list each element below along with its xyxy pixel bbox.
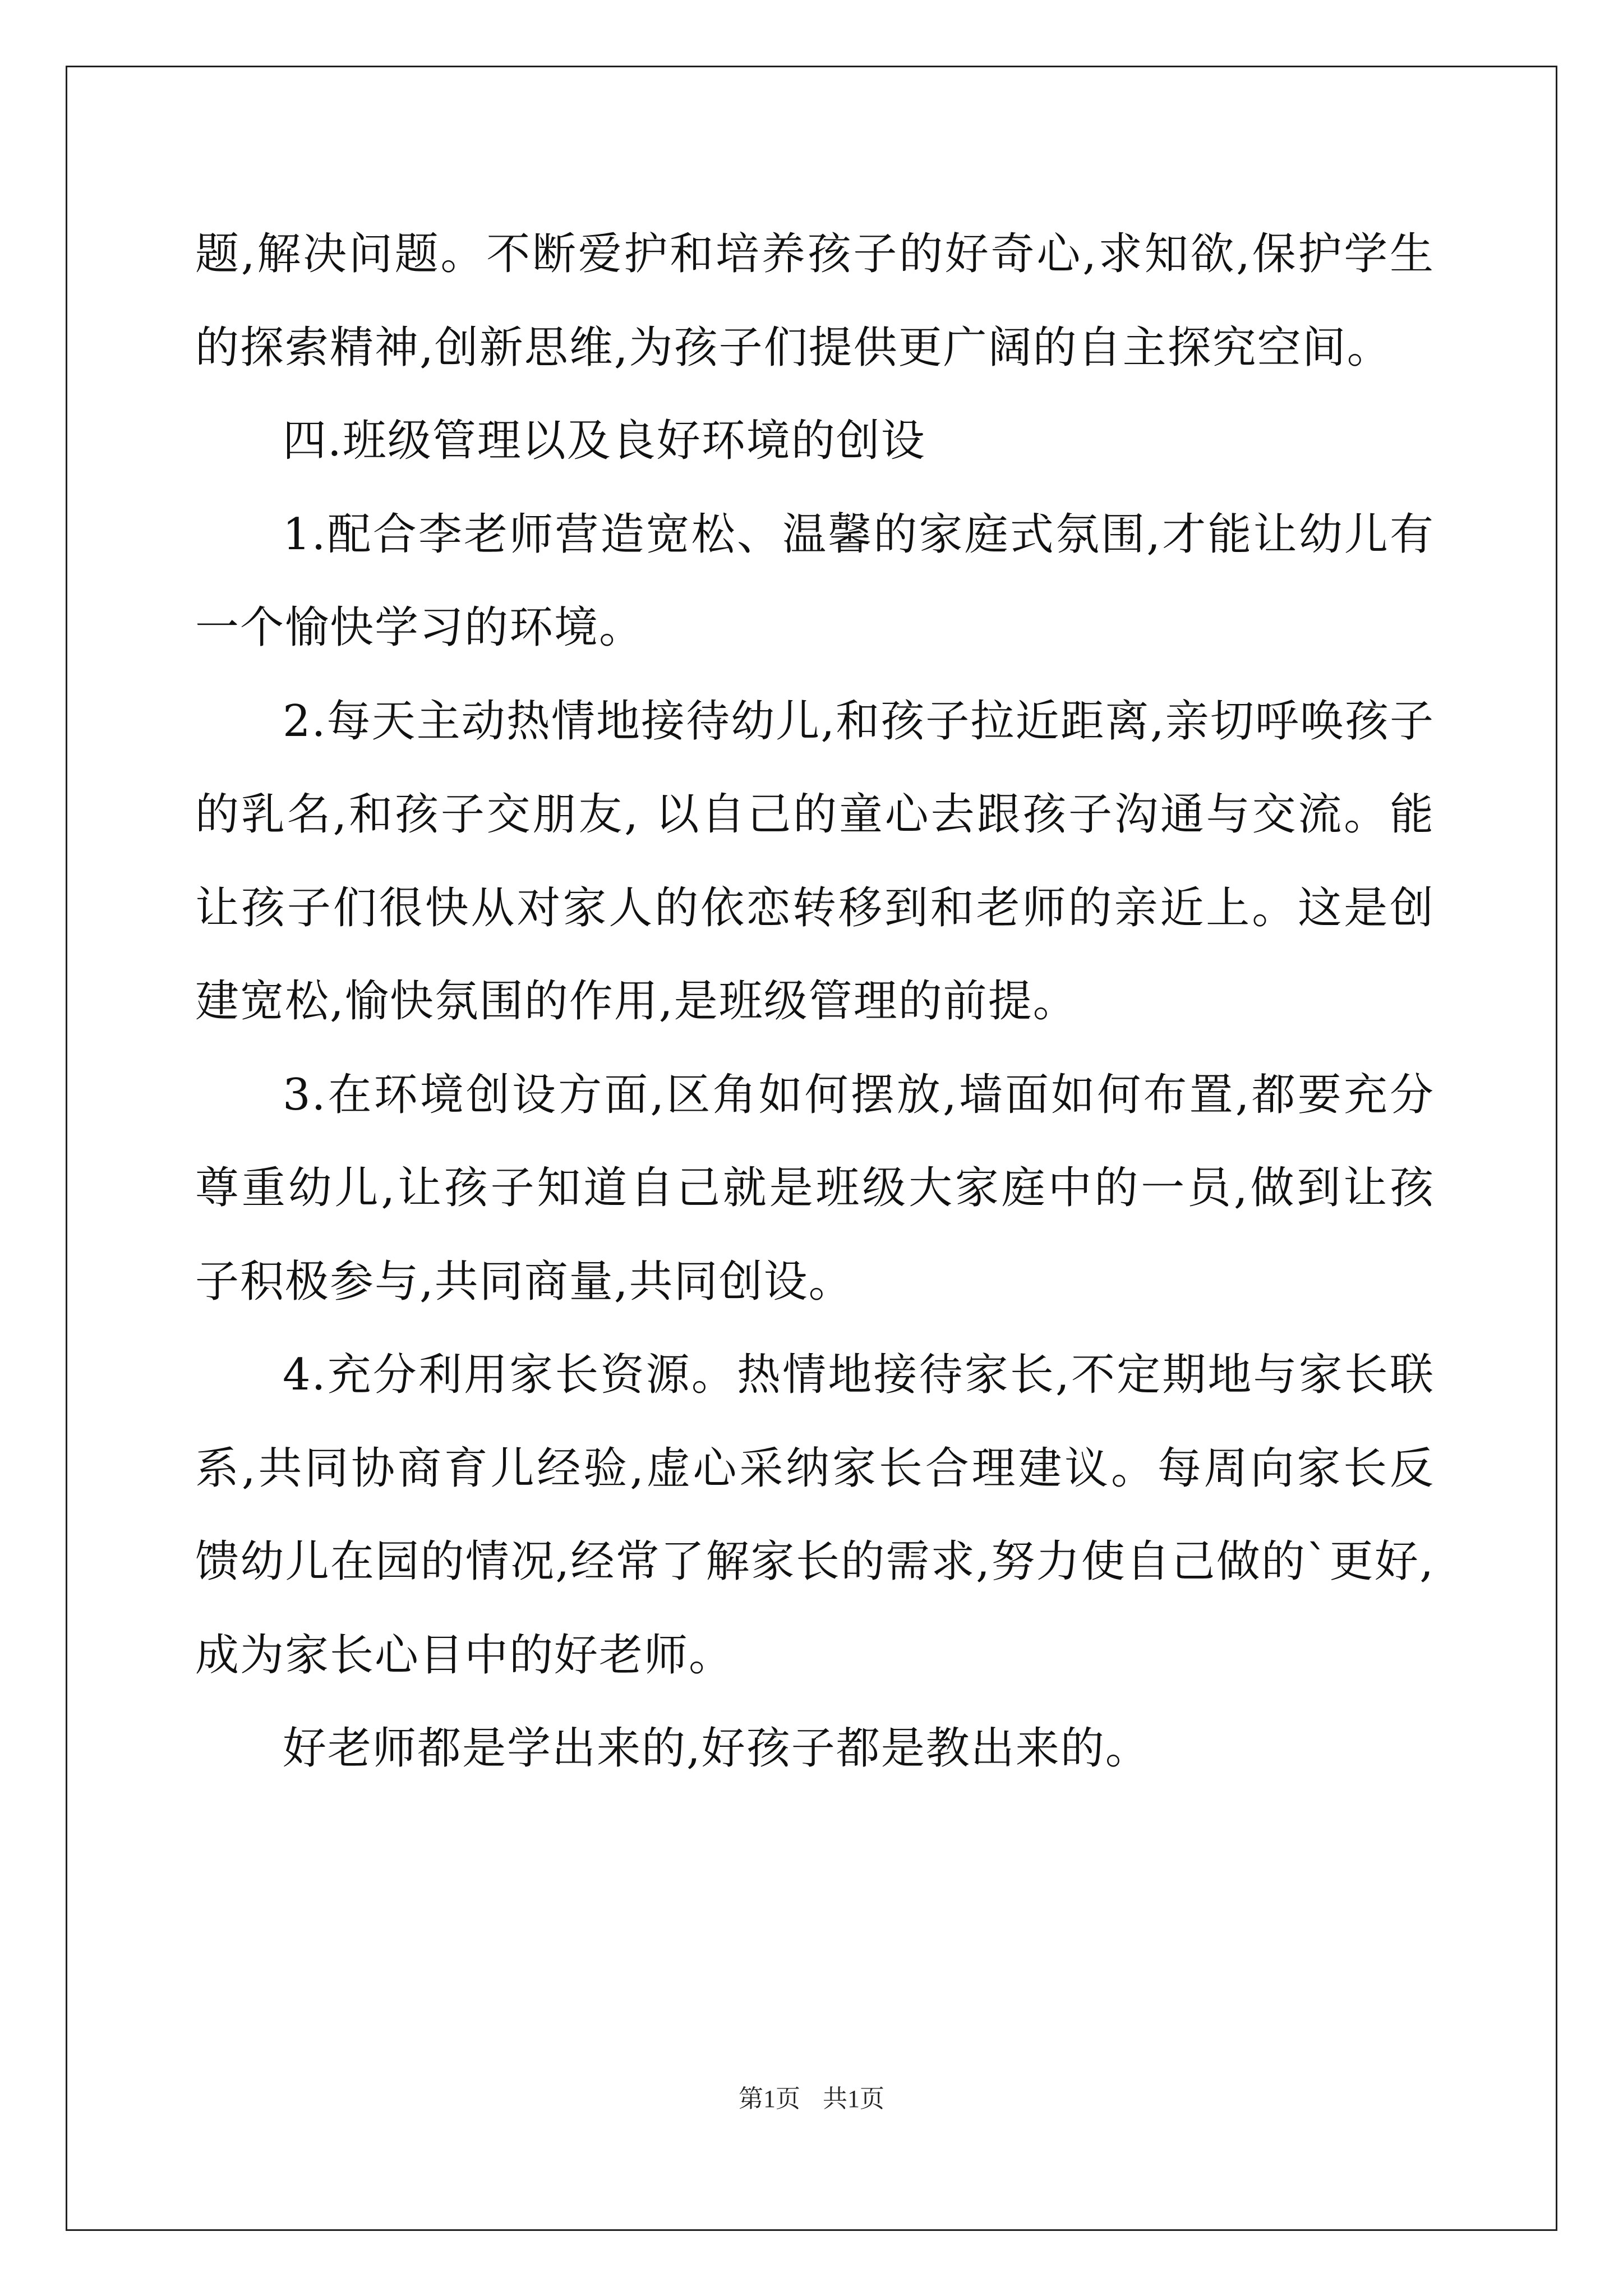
- page-total: 共1页: [823, 2085, 884, 2113]
- paragraph-closing: 好老师都是学出来的,好孩子都是教出来的。: [283, 1723, 1150, 1774]
- section-heading: 四.班级管理以及良好环境的创设: [283, 416, 926, 466]
- page-footer: [0, 2082, 1623, 2116]
- paragraph-item-2: 2.每天主动热情地接待幼儿,和孩子拉近距离,亲切呼唤孩子的乳名,和孩子交朋友, 以自己的童心去跟孩子沟通与交流。能让孩子们很快从对家人的依恋转移到和老师的亲近上。这是创建宽松,愉快氛围的作用,是班级管理的前提。: [195, 696, 1435, 1027]
- paragraph-item-4: 4.充分利用家长资源。热情地接待家长,不定期地与家长联系,共同协商育儿经验,虚心采纳家长合理建议。每周向家长反馈幼儿在园的情况,经常了解家长的需求,努力使自己做的`更好,成为家长心目中的好老师。: [195, 1350, 1435, 1681]
- paragraph-item-3: 3.在环境创设方面,区角如何摆放,墙面如何布置,都要充分尊重幼儿,让孩子知道自己就是班级大家庭中的一员,做到让孩子积极参与,共同商量,共同创设。: [195, 1069, 1435, 1307]
- paragraph-continuation: 题,解决问题。不断爱护和培养孩子的好奇心,求知欲,保护学生的探索精神,创新思维,为孩子们提供更广阔的自主探究空间。: [195, 229, 1435, 373]
- document-body: [195, 208, 1435, 1796]
- page-number: 第1页: [739, 2085, 800, 2113]
- paragraph-item-1: 1.配合李老师营造宽松、温馨的家庭式氛围,才能让幼儿有一个愉快学习的环境。: [195, 509, 1435, 653]
